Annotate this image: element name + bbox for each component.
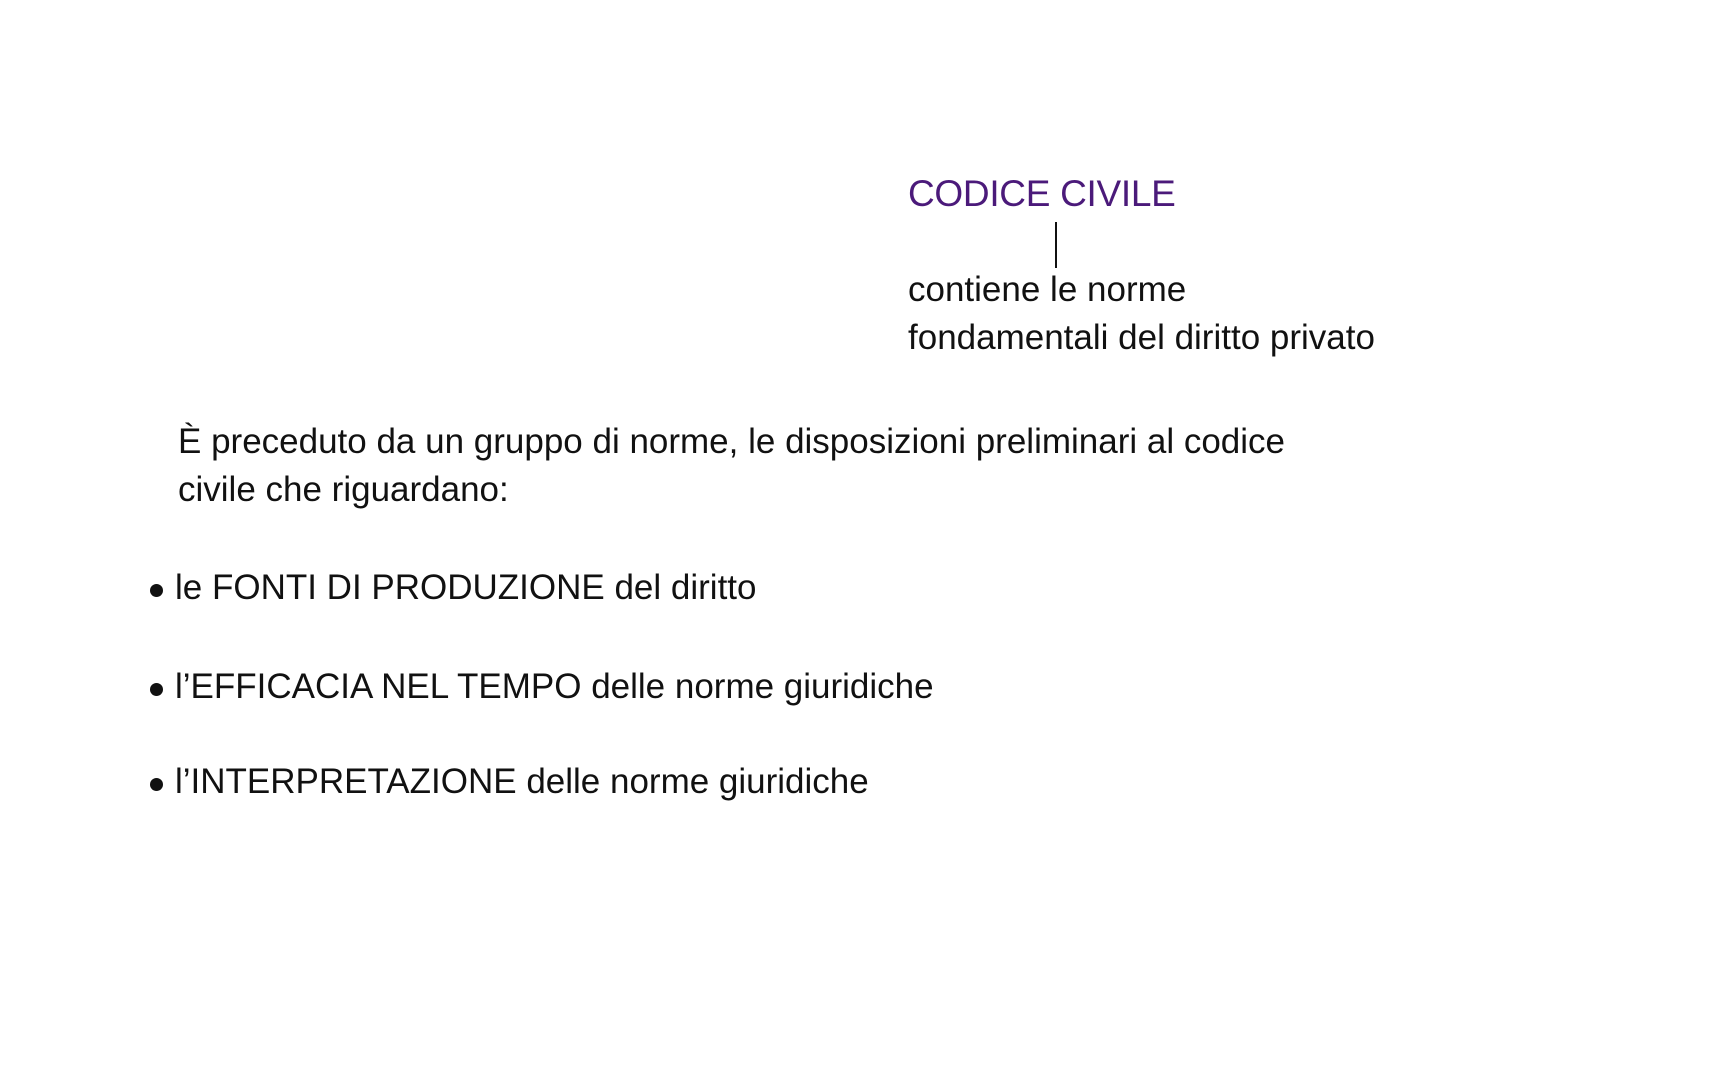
bullet-icon xyxy=(150,778,163,791)
bullet-icon xyxy=(150,683,163,696)
list-item xyxy=(150,760,869,804)
description-line-1: contiene le norme xyxy=(908,270,1187,309)
list-item-text: l’INTERPRETAZIONE delle norme giuridiche xyxy=(175,762,869,801)
intro-paragraph xyxy=(178,418,1285,514)
description xyxy=(908,266,1375,362)
list-item-text: le FONTI DI PRODUZIONE del diritto xyxy=(175,568,757,607)
connector-line xyxy=(1055,222,1057,268)
list-item xyxy=(150,566,756,610)
list-item-text: l’EFFICACIA NEL TEMPO delle norme giuridiche xyxy=(175,667,934,706)
page-title: CODICE CIVILE xyxy=(908,173,1176,214)
description-line-2: fondamentali del diritto privato xyxy=(908,318,1375,357)
intro-line-2: civile che riguardano: xyxy=(178,470,509,509)
bullet-icon xyxy=(150,584,163,597)
list-item xyxy=(150,665,934,709)
intro-line-1: È preceduto da un gruppo di norme, le disposizioni preliminari al codice xyxy=(178,422,1286,461)
